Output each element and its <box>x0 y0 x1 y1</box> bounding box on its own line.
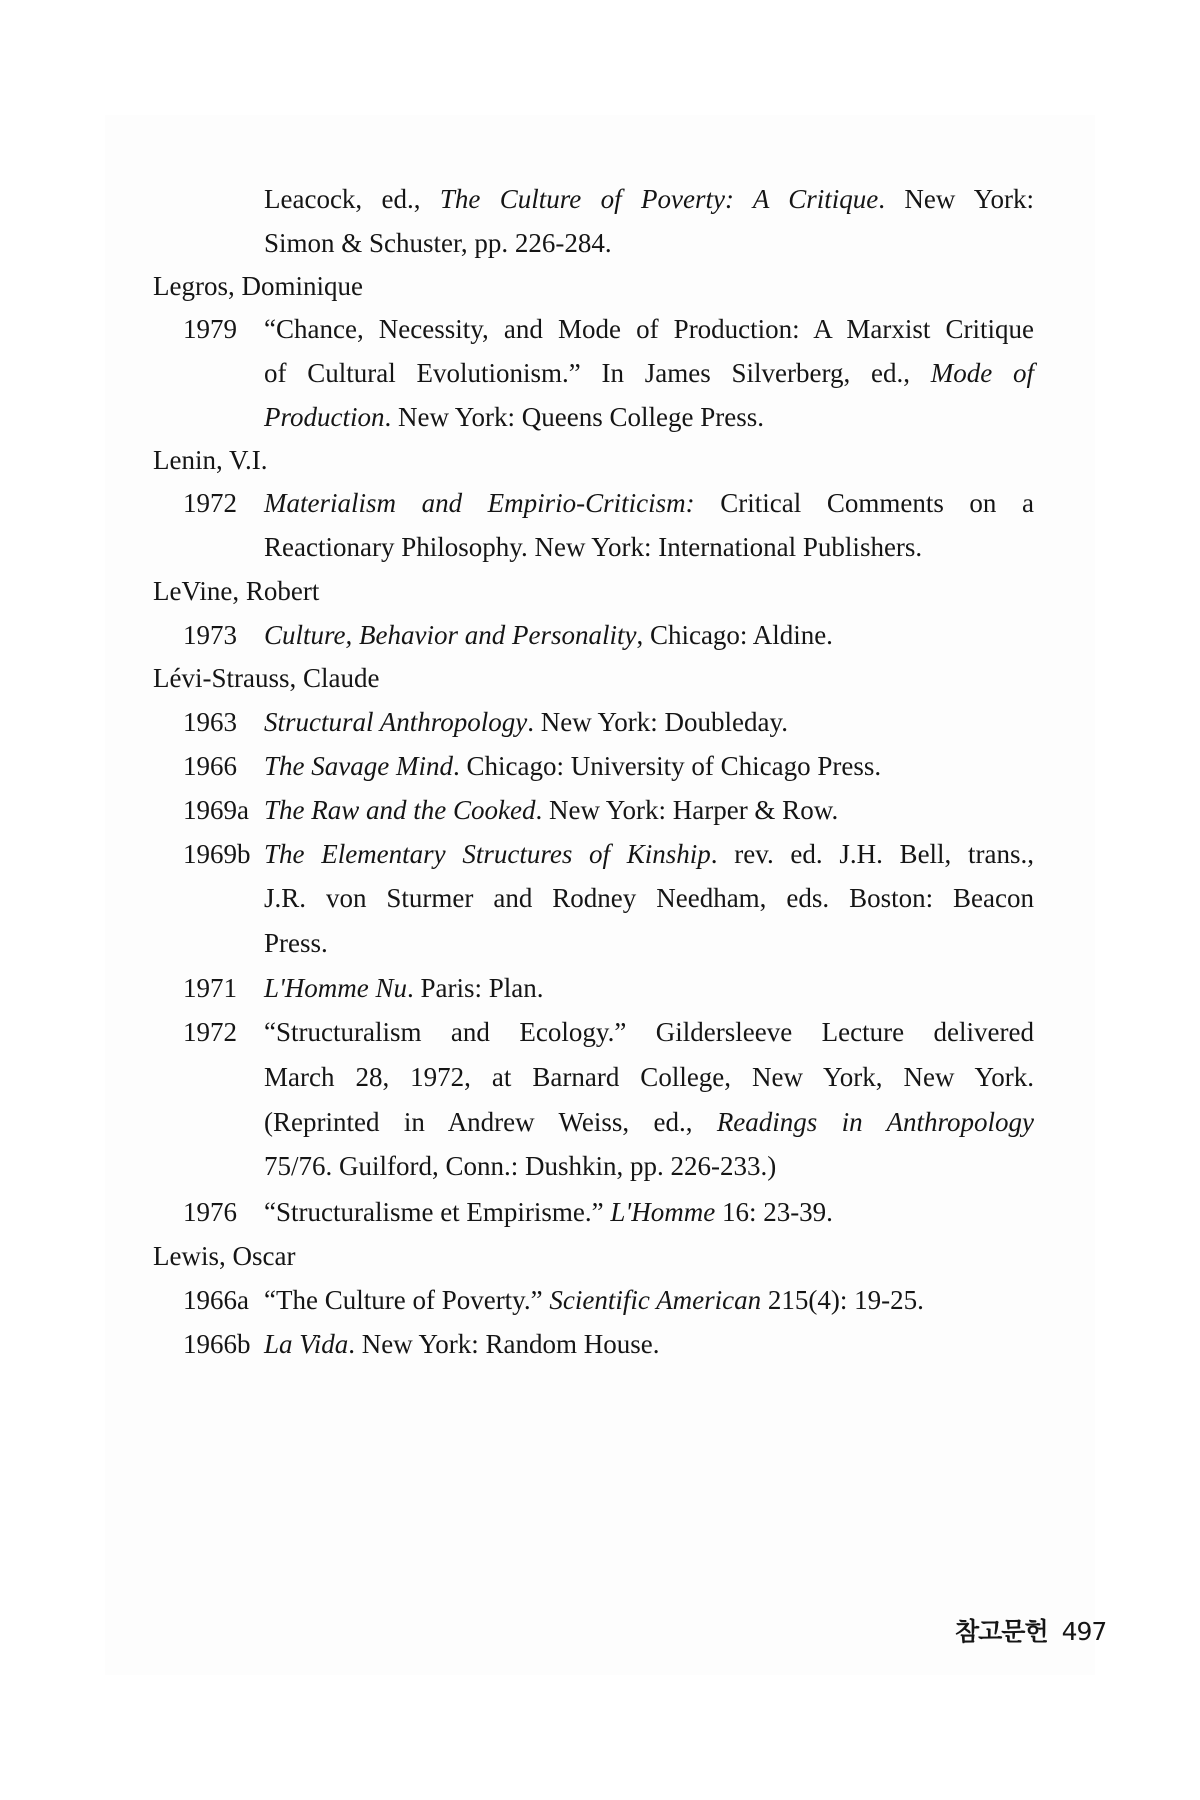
entry-year: 1973 <box>183 620 237 650</box>
author-heading: Lewis, Oscar <box>153 1241 296 1271</box>
author-heading: LeVine, Robert <box>153 576 320 606</box>
entry-text: Press. <box>264 928 328 958</box>
entry-year: 1966 <box>183 751 237 781</box>
entry-text: Reactionary Philosophy. New York: International Publishers. <box>264 532 923 562</box>
page-footer <box>955 1612 1106 1648</box>
author-heading: Lenin, V.I. <box>153 445 268 475</box>
entry-text: Materialism and Empirio-Criticism: Critical Comments on a <box>264 488 1034 518</box>
entry-year: 1969a <box>183 795 249 825</box>
entry-text: L'Homme Nu. Paris: Plan. <box>264 973 544 1003</box>
entry-year: 1972 <box>183 1017 237 1047</box>
entry-text: J.R. von Sturmer and Rodney Needham, eds. Boston: Beacon <box>264 883 1034 913</box>
page-number: 497 <box>1061 1617 1107 1646</box>
entry-year: 1966a <box>183 1285 249 1315</box>
author-heading: Lévi-Strauss, Claude <box>153 663 380 693</box>
entry-text: Structural Anthropology. New York: Doubleday. <box>264 707 788 737</box>
entry-year: 1972 <box>183 488 237 518</box>
entry-text: Culture, Behavior and Personality, Chicago: Aldine. <box>264 620 833 650</box>
entry-text: The Elementary Structures of Kinship. rev. ed. J.H. Bell, trans., <box>264 839 1034 869</box>
entry-year: 1971 <box>183 973 237 1003</box>
running-footer: 참고문헌 <box>955 1617 1048 1646</box>
entry-text: “Chance, Necessity, and Mode of Production: A Marxist Critique <box>264 314 1034 344</box>
author-heading: Legros, Dominique <box>153 271 363 301</box>
entry-text: March 28, 1972, at Barnard College, New York, New York. <box>264 1062 1034 1092</box>
entry-text: (Reprinted in Andrew Weiss, ed., Readings in Anthropology <box>264 1107 1035 1137</box>
entry-year: 1979 <box>183 314 237 344</box>
entry-text: Production. New York: Queens College Press. <box>264 402 764 432</box>
entry-year: 1976 <box>183 1197 237 1227</box>
continuation-line-2: Simon & Schuster, pp. 226-284. <box>264 228 612 258</box>
entry-text: “Structuralism and Ecology.” Gildersleeve Lecture delivered <box>264 1017 1034 1047</box>
entry-text: La Vida. New York: Random House. <box>264 1329 660 1359</box>
entry-text: The Savage Mind. Chicago: University of Chicago Press. <box>264 751 882 781</box>
entry-text: 75/76. Guilford, Conn.: Dushkin, pp. 226-233.) <box>264 1151 777 1181</box>
entry-text: “Structuralisme et Empirisme.” L'Homme 16: 23-39. <box>264 1197 833 1227</box>
entry-year: 1963 <box>183 707 237 737</box>
entry-text: The Raw and the Cooked. New York: Harper & Row. <box>264 795 839 825</box>
entry-text: “The Culture of Poverty.” Scientific American 215(4): 19-25. <box>264 1285 924 1315</box>
continuation-line-1: Leacock, ed., The Culture of Poverty: A Critique. New York: <box>264 184 1034 214</box>
entry-text: of Cultural Evolutionism.” In James Silverberg, ed., Mode of <box>264 358 1034 388</box>
entry-year: 1966b <box>183 1329 251 1359</box>
entry-year: 1969b <box>183 839 251 869</box>
